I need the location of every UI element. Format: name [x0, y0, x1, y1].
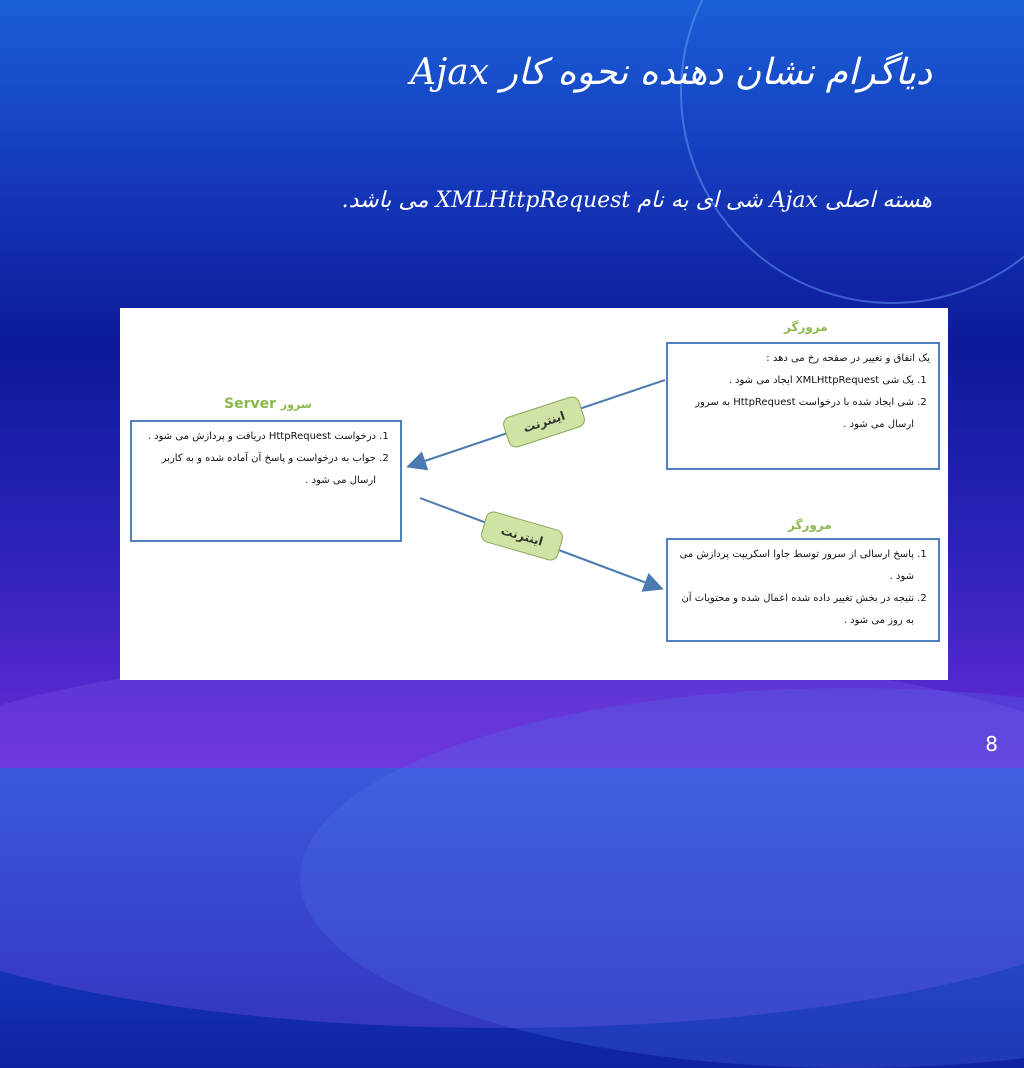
- server-label-fa: سرور: [280, 398, 312, 411]
- internet-pill-bottom: اینترنت: [479, 510, 565, 563]
- slide-title: دیاگرام نشان دهنده نحوه کار Ajax: [410, 52, 932, 93]
- browser-bottom-label: مرورگر: [788, 518, 832, 532]
- browser-top-box: [666, 342, 940, 470]
- server-item-2: 2. جواب به درخواست و پاسخ آن آماده شده و به کاربر ارسال می شود .: [140, 448, 376, 492]
- browser-top-intro: یک اتفاق و تغییر در صفحه رخ می دهد :: [766, 353, 930, 364]
- page-number: 8: [985, 732, 998, 756]
- ajax-diagram: [120, 308, 948, 680]
- decorative-arc-top: [680, 0, 1024, 304]
- slide-subtitle: هسته اصلی Ajax شی ای به نام XMLHttpRequest می باشد.: [341, 188, 932, 213]
- server-item-1: 1. درخواست HttpRequest دریافت و پردازش می شود .: [140, 426, 376, 448]
- browser-top-item-2: 2. شی ایجاد شده با درخواست HttpRequest به سرور ارسال می شود .: [676, 392, 914, 436]
- server-label: [224, 396, 312, 412]
- server-label-en: Server: [224, 396, 277, 412]
- browser-bottom-item-2: 2. نتیجه در بخش تغییر داده شده اعمال شده و محتویات آن به روز می شود .: [676, 588, 914, 632]
- browser-bottom-box: [666, 538, 940, 642]
- browser-bottom-item-1: 1. پاسخ ارسالی از سرور توسط جاوا اسکریپت پردازش می شود .: [676, 544, 914, 588]
- browser-top-item-1: 1. یک شی XMLHttpRequest ایجاد می شود .: [676, 370, 914, 392]
- internet-pill-top: اینترنت: [501, 394, 587, 449]
- server-box: [130, 420, 402, 542]
- browser-top-label: مرورگر: [784, 320, 828, 334]
